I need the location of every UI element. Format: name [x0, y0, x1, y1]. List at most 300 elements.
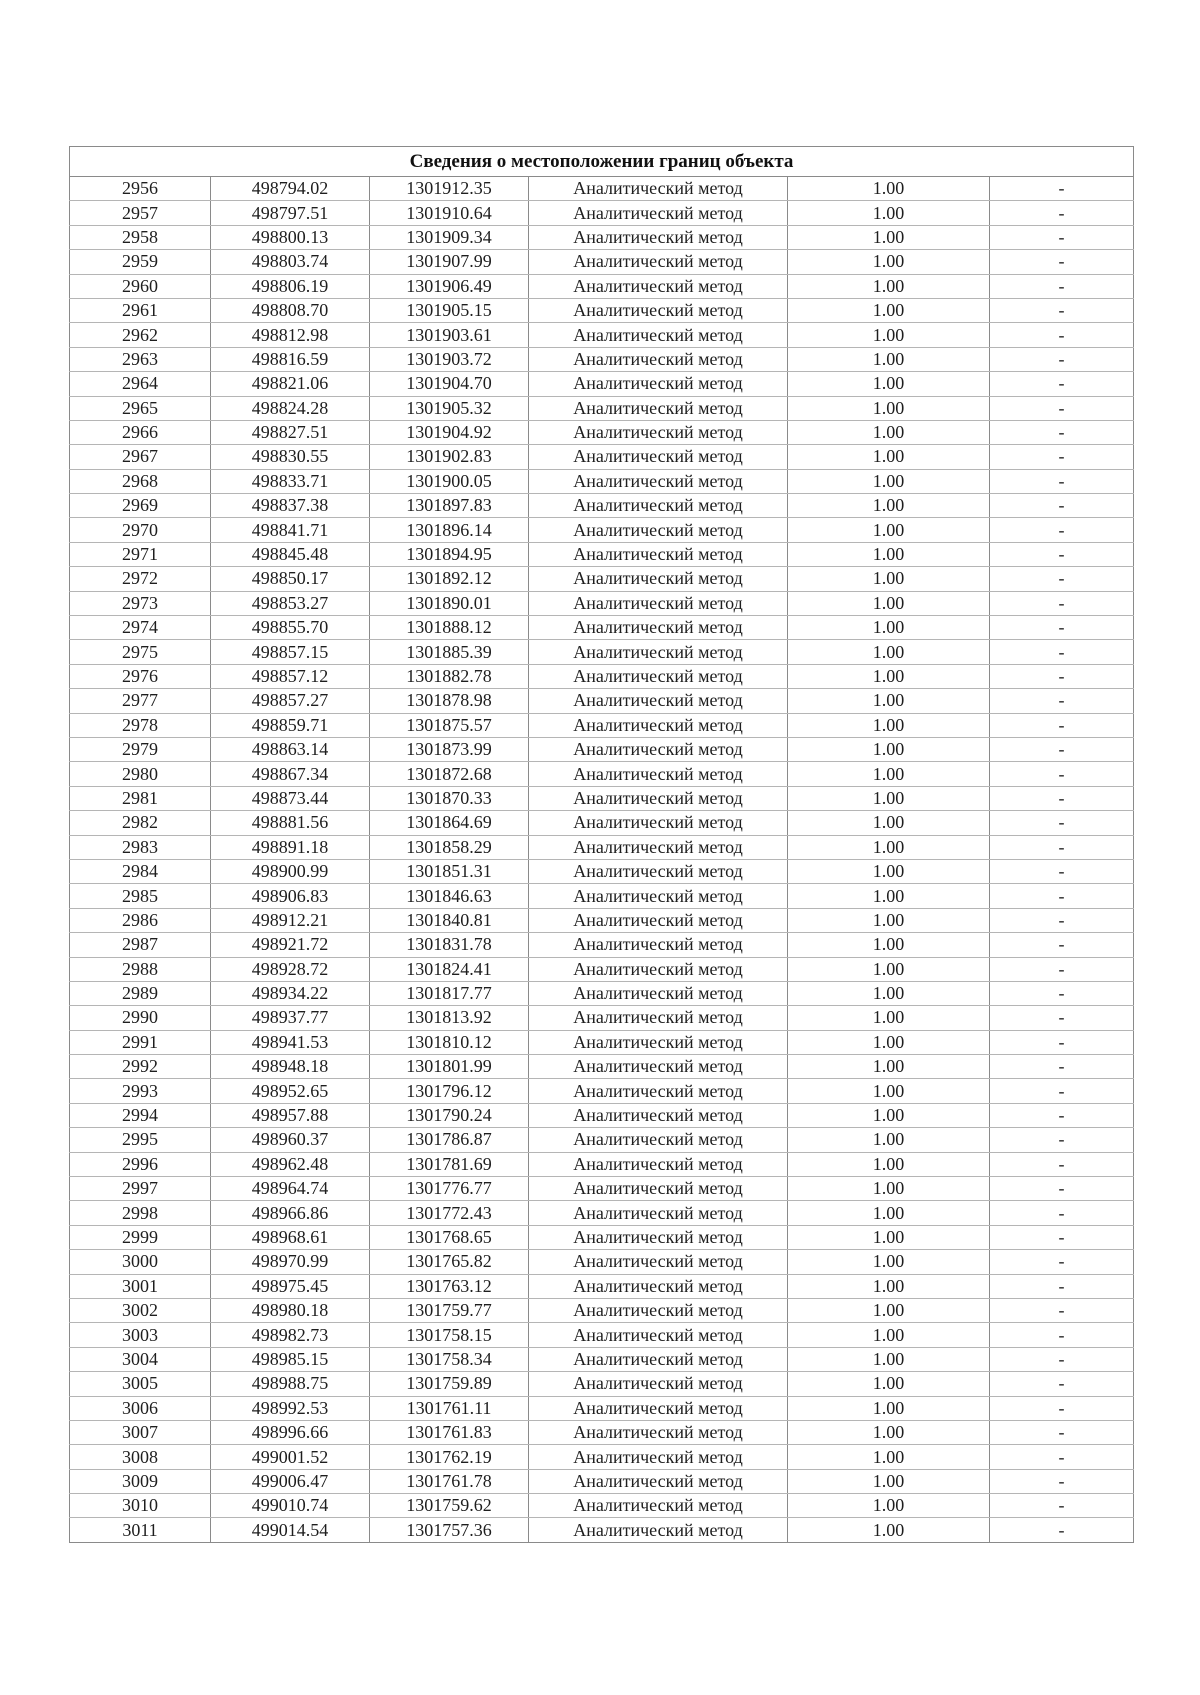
x-coordinate-cell: 498921.72	[211, 933, 370, 957]
table-row	[70, 1055, 1134, 1079]
accuracy-cell: 1.00	[788, 1298, 990, 1322]
method-cell: Аналитический метод	[529, 1323, 788, 1347]
table-row	[70, 1274, 1134, 1298]
y-coordinate-cell: 1301831.78	[370, 933, 529, 957]
y-coordinate-cell: 1301765.82	[370, 1250, 529, 1274]
point-number-cell: 2981	[70, 786, 211, 810]
accuracy-cell: 1.00	[788, 420, 990, 444]
description-cell: -	[990, 1323, 1134, 1347]
point-number-cell: 2977	[70, 689, 211, 713]
description-cell: -	[990, 859, 1134, 883]
x-coordinate-cell: 498827.51	[211, 420, 370, 444]
description-cell: -	[990, 811, 1134, 835]
method-cell: Аналитический метод	[529, 884, 788, 908]
x-coordinate-cell: 498982.73	[211, 1323, 370, 1347]
x-coordinate-cell: 498850.17	[211, 567, 370, 591]
method-cell: Аналитический метод	[529, 1469, 788, 1493]
description-cell: -	[990, 786, 1134, 810]
x-coordinate-cell: 499014.54	[211, 1518, 370, 1542]
description-cell: -	[990, 933, 1134, 957]
point-number-cell: 2970	[70, 518, 211, 542]
y-coordinate-cell: 1301892.12	[370, 567, 529, 591]
point-number-cell: 2994	[70, 1103, 211, 1127]
point-number-cell: 2972	[70, 567, 211, 591]
point-number-cell: 2992	[70, 1055, 211, 1079]
x-coordinate-cell: 498857.27	[211, 689, 370, 713]
method-cell: Аналитический метод	[529, 1128, 788, 1152]
description-cell: -	[990, 1103, 1134, 1127]
accuracy-cell: 1.00	[788, 201, 990, 225]
y-coordinate-cell: 1301903.72	[370, 347, 529, 371]
x-coordinate-cell: 498853.27	[211, 591, 370, 615]
description-cell: -	[990, 323, 1134, 347]
description-cell: -	[990, 1079, 1134, 1103]
table-row	[70, 420, 1134, 444]
table-row	[70, 494, 1134, 518]
y-coordinate-cell: 1301763.12	[370, 1274, 529, 1298]
accuracy-cell: 1.00	[788, 835, 990, 859]
y-coordinate-cell: 1301810.12	[370, 1030, 529, 1054]
accuracy-cell: 1.00	[788, 811, 990, 835]
point-number-cell: 2990	[70, 1006, 211, 1030]
accuracy-cell: 1.00	[788, 1250, 990, 1274]
y-coordinate-cell: 1301768.65	[370, 1225, 529, 1249]
table-row	[70, 250, 1134, 274]
point-number-cell: 3003	[70, 1323, 211, 1347]
y-coordinate-cell: 1301858.29	[370, 835, 529, 859]
accuracy-cell: 1.00	[788, 908, 990, 932]
accuracy-cell: 1.00	[788, 640, 990, 664]
method-cell: Аналитический метод	[529, 469, 788, 493]
accuracy-cell: 1.00	[788, 469, 990, 493]
y-coordinate-cell: 1301790.24	[370, 1103, 529, 1127]
method-cell: Аналитический метод	[529, 1347, 788, 1371]
x-coordinate-cell: 498833.71	[211, 469, 370, 493]
description-cell: -	[990, 1347, 1134, 1371]
point-number-cell: 2986	[70, 908, 211, 932]
method-cell: Аналитический метод	[529, 1225, 788, 1249]
table-row	[70, 396, 1134, 420]
description-cell: -	[990, 177, 1134, 201]
y-coordinate-cell: 1301864.69	[370, 811, 529, 835]
table-row	[70, 835, 1134, 859]
point-number-cell: 2982	[70, 811, 211, 835]
accuracy-cell: 1.00	[788, 1469, 990, 1493]
method-cell: Аналитический метод	[529, 1298, 788, 1322]
y-coordinate-cell: 1301890.01	[370, 591, 529, 615]
description-cell: -	[990, 957, 1134, 981]
accuracy-cell: 1.00	[788, 737, 990, 761]
point-number-cell: 2957	[70, 201, 211, 225]
method-cell: Аналитический метод	[529, 640, 788, 664]
y-coordinate-cell: 1301846.63	[370, 884, 529, 908]
x-coordinate-cell: 498968.61	[211, 1225, 370, 1249]
x-coordinate-cell: 498812.98	[211, 323, 370, 347]
point-number-cell: 2989	[70, 981, 211, 1005]
accuracy-cell: 1.00	[788, 494, 990, 518]
description-cell: -	[990, 1128, 1134, 1152]
y-coordinate-cell: 1301817.77	[370, 981, 529, 1005]
table-row	[70, 957, 1134, 981]
method-cell: Аналитический метод	[529, 1274, 788, 1298]
description-cell: -	[990, 762, 1134, 786]
method-cell: Аналитический метод	[529, 811, 788, 835]
table-row	[70, 762, 1134, 786]
x-coordinate-cell: 498806.19	[211, 274, 370, 298]
x-coordinate-cell: 498863.14	[211, 737, 370, 761]
y-coordinate-cell: 1301906.49	[370, 274, 529, 298]
point-number-cell: 2973	[70, 591, 211, 615]
accuracy-cell: 1.00	[788, 762, 990, 786]
y-coordinate-cell: 1301840.81	[370, 908, 529, 932]
boundary-coordinates-table	[69, 146, 1134, 1543]
table-row	[70, 689, 1134, 713]
table-row	[70, 1030, 1134, 1054]
x-coordinate-cell: 498857.12	[211, 664, 370, 688]
description-cell: -	[990, 420, 1134, 444]
description-cell: -	[990, 1250, 1134, 1274]
method-cell: Аналитический метод	[529, 274, 788, 298]
y-coordinate-cell: 1301772.43	[370, 1201, 529, 1225]
table-row	[70, 1006, 1134, 1030]
method-cell: Аналитический метод	[529, 1103, 788, 1127]
accuracy-cell: 1.00	[788, 1201, 990, 1225]
method-cell: Аналитический метод	[529, 786, 788, 810]
table-row	[70, 518, 1134, 542]
accuracy-cell: 1.00	[788, 1494, 990, 1518]
x-coordinate-cell: 498800.13	[211, 225, 370, 249]
method-cell: Аналитический метод	[529, 1152, 788, 1176]
accuracy-cell: 1.00	[788, 1177, 990, 1201]
point-number-cell: 2956	[70, 177, 211, 201]
description-cell: -	[990, 616, 1134, 640]
method-cell: Аналитический метод	[529, 737, 788, 761]
y-coordinate-cell: 1301875.57	[370, 713, 529, 737]
accuracy-cell: 1.00	[788, 1030, 990, 1054]
description-cell: -	[990, 1372, 1134, 1396]
table-row	[70, 786, 1134, 810]
y-coordinate-cell: 1301758.15	[370, 1323, 529, 1347]
description-cell: -	[990, 664, 1134, 688]
y-coordinate-cell: 1301801.99	[370, 1055, 529, 1079]
table-row	[70, 811, 1134, 835]
x-coordinate-cell: 498996.66	[211, 1420, 370, 1444]
table-title: Сведения о местоположении границ объекта	[70, 147, 1134, 177]
table-row	[70, 737, 1134, 761]
table-title-row	[70, 147, 1134, 177]
description-cell: -	[990, 689, 1134, 713]
accuracy-cell: 1.00	[788, 542, 990, 566]
y-coordinate-cell: 1301904.92	[370, 420, 529, 444]
method-cell: Аналитический метод	[529, 323, 788, 347]
x-coordinate-cell: 498941.53	[211, 1030, 370, 1054]
y-coordinate-cell: 1301882.78	[370, 664, 529, 688]
accuracy-cell: 1.00	[788, 616, 990, 640]
y-coordinate-cell: 1301907.99	[370, 250, 529, 274]
table-row	[70, 616, 1134, 640]
table-row	[70, 1396, 1134, 1420]
accuracy-cell: 1.00	[788, 323, 990, 347]
y-coordinate-cell: 1301896.14	[370, 518, 529, 542]
point-number-cell: 2974	[70, 616, 211, 640]
method-cell: Аналитический метод	[529, 664, 788, 688]
method-cell: Аналитический метод	[529, 494, 788, 518]
description-cell: -	[990, 201, 1134, 225]
table-row	[70, 1152, 1134, 1176]
description-cell: -	[990, 835, 1134, 859]
description-cell: -	[990, 518, 1134, 542]
table-row	[70, 542, 1134, 566]
point-number-cell: 2963	[70, 347, 211, 371]
method-cell: Аналитический метод	[529, 567, 788, 591]
description-cell: -	[990, 469, 1134, 493]
method-cell: Аналитический метод	[529, 177, 788, 201]
point-number-cell: 3002	[70, 1298, 211, 1322]
accuracy-cell: 1.00	[788, 957, 990, 981]
table-row	[70, 567, 1134, 591]
accuracy-cell: 1.00	[788, 1420, 990, 1444]
table-row	[70, 1518, 1134, 1542]
description-cell: -	[990, 396, 1134, 420]
y-coordinate-cell: 1301894.95	[370, 542, 529, 566]
point-number-cell: 2995	[70, 1128, 211, 1152]
description-cell: -	[990, 640, 1134, 664]
accuracy-cell: 1.00	[788, 1323, 990, 1347]
point-number-cell: 2997	[70, 1177, 211, 1201]
point-number-cell: 2978	[70, 713, 211, 737]
accuracy-cell: 1.00	[788, 1079, 990, 1103]
x-coordinate-cell: 498957.88	[211, 1103, 370, 1127]
y-coordinate-cell: 1301903.61	[370, 323, 529, 347]
table-row	[70, 445, 1134, 469]
y-coordinate-cell: 1301761.78	[370, 1469, 529, 1493]
description-cell: -	[990, 274, 1134, 298]
table-row	[70, 1250, 1134, 1274]
point-number-cell: 2979	[70, 737, 211, 761]
description-cell: -	[990, 372, 1134, 396]
x-coordinate-cell: 498816.59	[211, 347, 370, 371]
point-number-cell: 2999	[70, 1225, 211, 1249]
table-row	[70, 469, 1134, 493]
x-coordinate-cell: 498980.18	[211, 1298, 370, 1322]
x-coordinate-cell: 498912.21	[211, 908, 370, 932]
point-number-cell: 3004	[70, 1347, 211, 1371]
point-number-cell: 2984	[70, 859, 211, 883]
x-coordinate-cell: 498960.37	[211, 1128, 370, 1152]
point-number-cell: 2961	[70, 298, 211, 322]
accuracy-cell: 1.00	[788, 1396, 990, 1420]
point-number-cell: 2988	[70, 957, 211, 981]
accuracy-cell: 1.00	[788, 981, 990, 1005]
x-coordinate-cell: 498857.15	[211, 640, 370, 664]
x-coordinate-cell: 499006.47	[211, 1469, 370, 1493]
y-coordinate-cell: 1301878.98	[370, 689, 529, 713]
method-cell: Аналитический метод	[529, 396, 788, 420]
x-coordinate-cell: 498934.22	[211, 981, 370, 1005]
y-coordinate-cell: 1301786.87	[370, 1128, 529, 1152]
y-coordinate-cell: 1301904.70	[370, 372, 529, 396]
table-row	[70, 981, 1134, 1005]
x-coordinate-cell: 498881.56	[211, 811, 370, 835]
table-body	[70, 177, 1134, 1543]
accuracy-cell: 1.00	[788, 664, 990, 688]
point-number-cell: 2965	[70, 396, 211, 420]
description-cell: -	[990, 1177, 1134, 1201]
table-row	[70, 323, 1134, 347]
method-cell: Аналитический метод	[529, 859, 788, 883]
accuracy-cell: 1.00	[788, 713, 990, 737]
method-cell: Аналитический метод	[529, 201, 788, 225]
y-coordinate-cell: 1301796.12	[370, 1079, 529, 1103]
description-cell: -	[990, 250, 1134, 274]
method-cell: Аналитический метод	[529, 542, 788, 566]
accuracy-cell: 1.00	[788, 884, 990, 908]
accuracy-cell: 1.00	[788, 859, 990, 883]
x-coordinate-cell: 498900.99	[211, 859, 370, 883]
accuracy-cell: 1.00	[788, 933, 990, 957]
table-row	[70, 884, 1134, 908]
x-coordinate-cell: 498797.51	[211, 201, 370, 225]
point-number-cell: 2968	[70, 469, 211, 493]
description-cell: -	[990, 981, 1134, 1005]
x-coordinate-cell: 498937.77	[211, 1006, 370, 1030]
point-number-cell: 2980	[70, 762, 211, 786]
y-coordinate-cell: 1301873.99	[370, 737, 529, 761]
method-cell: Аналитический метод	[529, 957, 788, 981]
table-row	[70, 1372, 1134, 1396]
point-number-cell: 2966	[70, 420, 211, 444]
table-row	[70, 225, 1134, 249]
accuracy-cell: 1.00	[788, 518, 990, 542]
description-cell: -	[990, 1006, 1134, 1030]
table-row	[70, 1201, 1134, 1225]
table-row	[70, 347, 1134, 371]
table-row	[70, 1420, 1134, 1444]
description-cell: -	[990, 567, 1134, 591]
table-row	[70, 177, 1134, 201]
method-cell: Аналитический метод	[529, 689, 788, 713]
description-cell: -	[990, 1274, 1134, 1298]
method-cell: Аналитический метод	[529, 1494, 788, 1518]
description-cell: -	[990, 1420, 1134, 1444]
y-coordinate-cell: 1301912.35	[370, 177, 529, 201]
point-number-cell: 3010	[70, 1494, 211, 1518]
method-cell: Аналитический метод	[529, 1420, 788, 1444]
y-coordinate-cell: 1301910.64	[370, 201, 529, 225]
point-number-cell: 2967	[70, 445, 211, 469]
method-cell: Аналитический метод	[529, 1055, 788, 1079]
table-row	[70, 1103, 1134, 1127]
x-coordinate-cell: 498906.83	[211, 884, 370, 908]
method-cell: Аналитический метод	[529, 1079, 788, 1103]
x-coordinate-cell: 498841.71	[211, 518, 370, 542]
description-cell: -	[990, 591, 1134, 615]
method-cell: Аналитический метод	[529, 1030, 788, 1054]
method-cell: Аналитический метод	[529, 250, 788, 274]
accuracy-cell: 1.00	[788, 1055, 990, 1079]
x-coordinate-cell: 498970.99	[211, 1250, 370, 1274]
accuracy-cell: 1.00	[788, 1347, 990, 1371]
y-coordinate-cell: 1301759.62	[370, 1494, 529, 1518]
method-cell: Аналитический метод	[529, 372, 788, 396]
point-number-cell: 2976	[70, 664, 211, 688]
x-coordinate-cell: 498859.71	[211, 713, 370, 737]
accuracy-cell: 1.00	[788, 1006, 990, 1030]
description-cell: -	[990, 884, 1134, 908]
y-coordinate-cell: 1301776.77	[370, 1177, 529, 1201]
y-coordinate-cell: 1301759.77	[370, 1298, 529, 1322]
table-row	[70, 1323, 1134, 1347]
description-cell: -	[990, 1055, 1134, 1079]
accuracy-cell: 1.00	[788, 1274, 990, 1298]
point-number-cell: 2959	[70, 250, 211, 274]
point-number-cell: 3007	[70, 1420, 211, 1444]
y-coordinate-cell: 1301897.83	[370, 494, 529, 518]
x-coordinate-cell: 498985.15	[211, 1347, 370, 1371]
table-row	[70, 274, 1134, 298]
x-coordinate-cell: 498845.48	[211, 542, 370, 566]
table-row	[70, 1298, 1134, 1322]
x-coordinate-cell: 498948.18	[211, 1055, 370, 1079]
method-cell: Аналитический метод	[529, 225, 788, 249]
x-coordinate-cell: 498867.34	[211, 762, 370, 786]
accuracy-cell: 1.00	[788, 689, 990, 713]
point-number-cell: 2969	[70, 494, 211, 518]
description-cell: -	[990, 908, 1134, 932]
method-cell: Аналитический метод	[529, 616, 788, 640]
point-number-cell: 2998	[70, 1201, 211, 1225]
point-number-cell: 2993	[70, 1079, 211, 1103]
x-coordinate-cell: 498975.45	[211, 1274, 370, 1298]
y-coordinate-cell: 1301758.34	[370, 1347, 529, 1371]
table-row	[70, 1494, 1134, 1518]
method-cell: Аналитический метод	[529, 518, 788, 542]
table-row	[70, 298, 1134, 322]
y-coordinate-cell: 1301909.34	[370, 225, 529, 249]
method-cell: Аналитический метод	[529, 298, 788, 322]
method-cell: Аналитический метод	[529, 933, 788, 957]
table-row	[70, 1445, 1134, 1469]
table-row	[70, 933, 1134, 957]
x-coordinate-cell: 498952.65	[211, 1079, 370, 1103]
description-cell: -	[990, 1152, 1134, 1176]
method-cell: Аналитический метод	[529, 1006, 788, 1030]
point-number-cell: 3009	[70, 1469, 211, 1493]
accuracy-cell: 1.00	[788, 1372, 990, 1396]
point-number-cell: 2983	[70, 835, 211, 859]
method-cell: Аналитический метод	[529, 1177, 788, 1201]
point-number-cell: 2964	[70, 372, 211, 396]
description-cell: -	[990, 1445, 1134, 1469]
table-row	[70, 1177, 1134, 1201]
table-row	[70, 859, 1134, 883]
y-coordinate-cell: 1301851.31	[370, 859, 529, 883]
description-cell: -	[990, 1030, 1134, 1054]
point-number-cell: 3005	[70, 1372, 211, 1396]
description-cell: -	[990, 737, 1134, 761]
description-cell: -	[990, 1494, 1134, 1518]
y-coordinate-cell: 1301762.19	[370, 1445, 529, 1469]
point-number-cell: 3008	[70, 1445, 211, 1469]
accuracy-cell: 1.00	[788, 591, 990, 615]
y-coordinate-cell: 1301761.83	[370, 1420, 529, 1444]
accuracy-cell: 1.00	[788, 274, 990, 298]
table-row	[70, 1469, 1134, 1493]
x-coordinate-cell: 498988.75	[211, 1372, 370, 1396]
table-row	[70, 591, 1134, 615]
accuracy-cell: 1.00	[788, 1445, 990, 1469]
method-cell: Аналитический метод	[529, 420, 788, 444]
